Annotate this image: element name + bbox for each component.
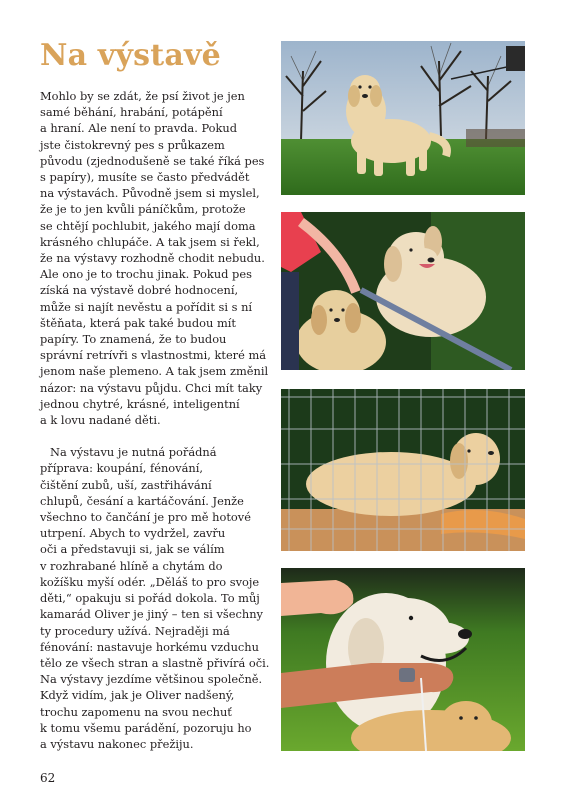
page-number: 62 xyxy=(40,771,56,785)
retriever-in-cage-photo xyxy=(281,389,525,551)
retriever-head-held-photo xyxy=(281,568,525,751)
page-title: Na výstavě xyxy=(40,38,221,73)
paragraph-2: Na výstavu je nutná pořádná příprava: koupání, fénování, čištění zubů, uší, zastřihávání chlupů, česání a kartáčování. Jenže všechno to čančání je pro mě hotové utrpení. Abych to vydržel, zavřu oči a představuji si, jak se válím v rozhrabané hlíně a chytám do kožíšku myší odér. „Děláš to pro svoje děti,“ opakuju si pořád dokola. To můj kamarád Oliver je jiný – ten si všechny ty procedury užívá. Nejraději má fénování: nastavuje horkému vzduchu tělo ze všech stran a slastně přivírá oči. Na výstavy jezdíme většinou společně. Když vidím, jak je Oliver nadšený, trochu zapomenu na svou nechuť k tomu všemu parádění, pozoruju ho a výstavu nakonec přežiju. xyxy=(40,445,270,751)
paragraph-1: Mohlo by se zdát, že psí život je jen samé běhání, hrabání, potápění a hraní. Ale není to pravda. Pokud jste čistokrevný pes s průkazem původu (zjednodušeně se také říká pes s papíry), musíte se často předvádět na výstavách. Původně jsem si myslel, že je to jen kvůli páníčkům, protože se chtějí pochlubit, jakého mají doma krásného chlupáče. A tak jsem si řekl, že na výstavy rozhodně chodit nebudu. Ale ono je to trochu jinak. Pokud pes získá na výstavě dobré hodnocení, může si najít nevěstu a pořídit si s ní štěňata, která pak také budou mít papíry. To znamená, že to budou správní retrívři s vlastnostmi, které má jenom naše plemeno. A tak jsem změnil názor: na výstavu půjdu. Chci mít taky jednou chytré, krásné, inteligentní a k lovu nadané děti. xyxy=(40,89,269,428)
retriever-being-groomed-photo xyxy=(281,212,525,370)
article-body xyxy=(40,88,275,752)
golden-retriever-on-lawn-photo xyxy=(281,41,525,195)
